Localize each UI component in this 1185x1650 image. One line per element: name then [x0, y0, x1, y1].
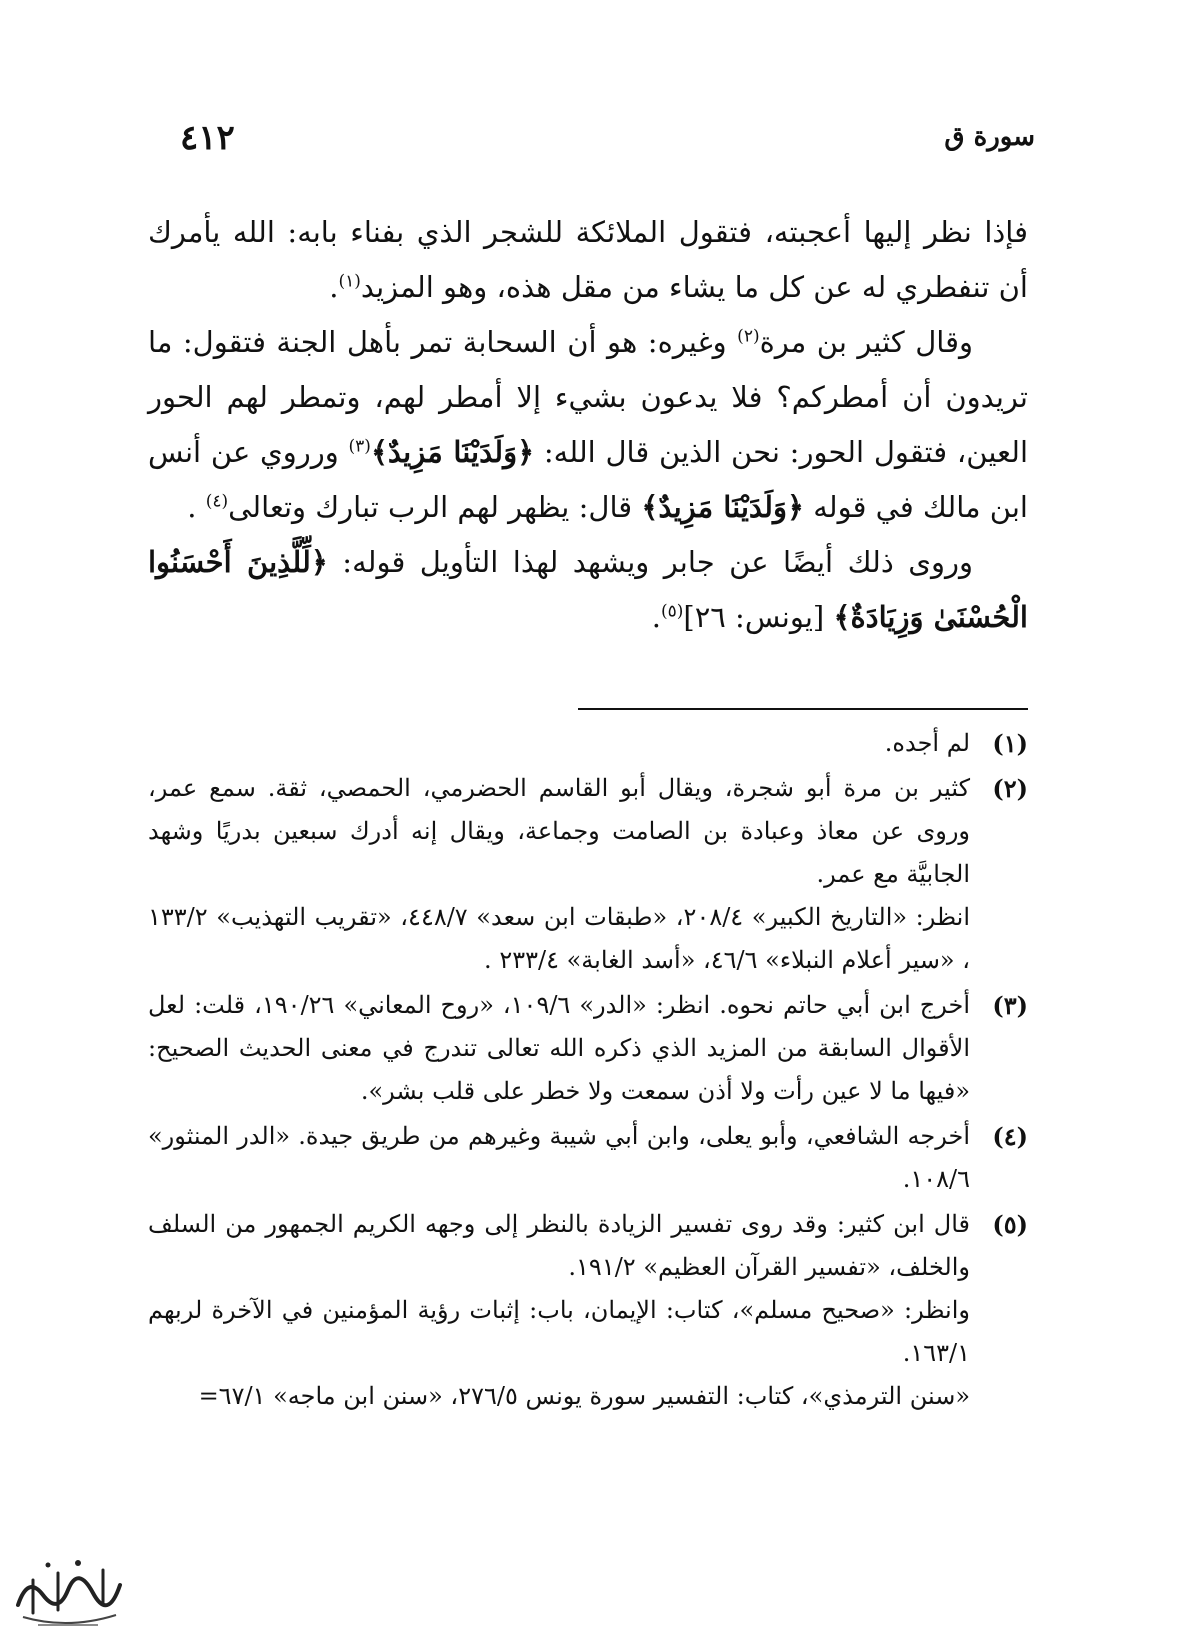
footnote-1	[148, 722, 1028, 765]
paragraph-3	[148, 535, 1028, 645]
p3-text-a: وروى ذلك أيضًا عن جابر ويشهد لهذا التأويل قوله:	[327, 545, 973, 579]
footnote-line: لم أجده.	[884, 729, 970, 757]
footnote-line: قال ابن كثير: وقد روى تفسير الزيادة بالنظر إلى وجهه الكريم الجمهور من السلف والخلف، «تفسير القرآن العظيم» ١٩١/٢.	[148, 1210, 970, 1281]
paragraph-2	[148, 315, 1028, 535]
footnote-body	[148, 984, 970, 1113]
footnotes	[148, 722, 1028, 1420]
p2-text-a: وقال كثير بن مرة	[759, 325, 973, 359]
footnote-body	[148, 1203, 970, 1418]
footnote-ref-5[interactable]: (٥)	[660, 601, 684, 622]
calligraphy-logo-icon	[8, 1535, 128, 1635]
footnote-line: أخرجه الشافعي، وأبو يعلى، وابن أبي شيبة وغيرهم من طريق جيدة. «الدر المنثور» ١٠٨/٦.	[148, 1122, 970, 1193]
quran-verse-2: ﴿وَلَدَيْنَا مَزِيدٌ﴾	[641, 490, 804, 524]
footnote-5	[148, 1203, 1028, 1418]
footnote-line: كثير بن مرة أبو شجرة، ويقال أبو القاسم الحضرمي، الحمصي، ثقة. سمع عمر، وروى عن معاذ وعبادة بن الصامت وجماعة، ويقال إنه أدرك سبعين بدريًا وشهد الجابيَّة مع عمر.	[148, 774, 970, 888]
p2-end: .	[187, 490, 206, 524]
footnote-line: أخرج ابن أبي حاتم نحوه. انظر: «الدر» ١٠٩/٦، «روح المعاني» ١٩٠/٢٦، قلت: لعل الأقوال السابقة من المزيد الذي ذكره الله تعالى تندرج في معنى الحديث الصحيح: «فيها ما لا عين رأت ولا أذن سمعت ولا خطر على قلب بشر».	[148, 991, 970, 1105]
p3-end: .	[651, 600, 661, 634]
footnote-divider	[578, 708, 1028, 710]
page-header	[180, 118, 1035, 168]
p1-end: .	[329, 270, 339, 304]
quran-verse-3: ﴿لِّلَّذِينَ أَحْسَنُوا الْحُسْنَىٰ وَزِيَادَةٌ﴾	[148, 545, 1028, 634]
footnote-body	[148, 1115, 970, 1201]
p2-text-b: وغيره: هو أن السحابة تمر بأهل الجنة فتقول: ما تريدون أن أمطركم؟ فلا يدعون بشيء إلا أمطر لهم، وتمطر لهم الحور العين، فتقول الحور: نحن الذين قال الله:	[148, 325, 1028, 469]
page-number: ٤١٢	[180, 118, 235, 158]
p1-text: فإذا نظر إليها أعجبته، فتقول الملائكة للشجر الذي بفناء بابه: الله يأمرك أن تنفطري له عن كل ما يشاء من مقل هذه، وهو المزيد	[148, 215, 1028, 304]
footnote-ref-4[interactable]: (٤)	[205, 491, 229, 512]
footnote-3	[148, 984, 1028, 1113]
footnote-ref-3[interactable]: (٣)	[348, 436, 371, 457]
footnote-ref-2[interactable]: (٢)	[737, 326, 760, 347]
footnote-body	[148, 767, 970, 982]
main-text	[148, 205, 1028, 645]
footnote-line: انظر: «التاريخ الكبير» ٢٠٨/٤، «طبقات ابن سعد» ٤٤٨/٧، «تقريب التهذيب» ١٣٣/٢ ، «سير أعلام النبلاء» ٤٦/٦، «أسد الغابة» ٢٣٣/٤ .	[148, 903, 971, 974]
footnote-line: «سنن الترمذي»، كتاب: التفسير سورة يونس ٢٧٦/٥، «سنن ابن ماجه» ٦٧/١=	[198, 1382, 970, 1410]
footnote-body	[148, 722, 970, 765]
footnote-number: (٤)	[992, 1122, 1028, 1151]
quran-verse-1: ﴿وَلَدَيْنَا مَزِيدٌ﴾	[370, 435, 535, 469]
p2-text-c: ورروي عن أنس ابن مالك في قوله	[148, 435, 1028, 524]
footnote-ref-1[interactable]: (١)	[338, 271, 361, 292]
surah-title: سورة ق	[944, 122, 1035, 152]
paragraph-1	[148, 205, 1028, 315]
footnote-2	[148, 767, 1028, 982]
footnote-4	[148, 1115, 1028, 1201]
footnote-number: (٣)	[992, 991, 1028, 1020]
p2-text-d: قال: يظهر لهم الرب تبارك وتعالى	[228, 490, 642, 524]
footnote-number: (٢)	[992, 774, 1028, 803]
logo-svg	[8, 1535, 128, 1635]
footnote-number: (٥)	[992, 1210, 1028, 1239]
footnote-line: وانظر: «صحيح مسلم»، كتاب: الإيمان، باب: إثبات رؤية المؤمنين في الآخرة لربهم ١٦٣/١.	[148, 1296, 970, 1367]
p3-text-b: [يونس: ٢٦]	[683, 600, 834, 634]
footnote-number: (١)	[992, 729, 1028, 758]
